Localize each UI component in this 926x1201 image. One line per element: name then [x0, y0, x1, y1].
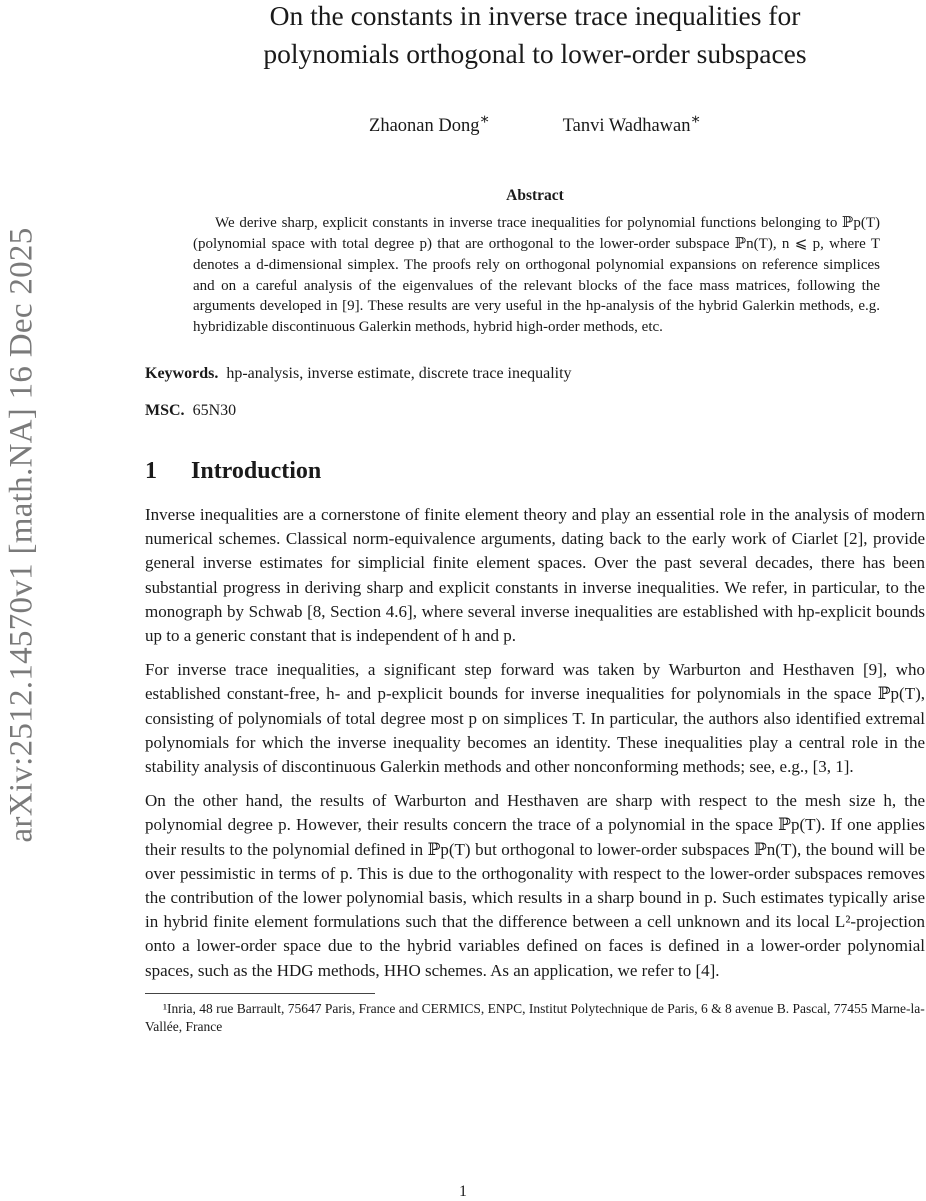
paper-page [145, 0, 925, 1036]
author-list [145, 110, 925, 137]
arxiv-identifier: arXiv:2512.14570v1 [math.NA] 16 Dec 2025 [3, 227, 40, 843]
section-number: 1 [145, 457, 157, 484]
title-line-2: polynomials orthogonal to lower-order subspaces [263, 38, 807, 69]
msc-label: MSC. [145, 401, 185, 419]
keywords [145, 365, 925, 383]
author-1-mark: ∗ [479, 111, 490, 128]
paragraph-2: For inverse trace inequalities, a significant step forward was taken by Warburton and Hesthaven [9], who established constant-free, h- and p-explicit bounds for inverse inequalities for polynomials in the space ℙp(T), consisting of polynomials of total degree most p on simplices T. In particular, the authors also identified extremal polynomials for which the inverse inequality becomes an identity. These inequalities play a central role in the stability analysis of discontinuous Galerkin methods and other nonconforming methods; see, e.g., [3, 1]. [145, 660, 925, 776]
section-title: Introduction [191, 457, 322, 484]
arxiv-sidebar [0, 175, 44, 895]
keywords-label: Keywords. [145, 364, 219, 382]
author-2 [562, 111, 701, 137]
abstract-text: We derive sharp, explicit constants in inverse trace inequalities for polynomial functions belonging to ℙp(T) (polynomial space with total degree p) that are orthogonal to the lower-order subspace ℙn(T), n ⩽ p, where T denotes a d-dimensional simplex. The proofs rely on orthogonal polynomial expansions on reference simplices and on a careful analysis of the eigenvalues of the relevant blocks of the face mass matrices, following the arguments developed in [9]. These results are very useful in the hp-analysis of the hybrid Galerkin methods, e.g. hybridizable discontinuous Galerkin methods, hybrid high-order methods, etc. [193, 215, 880, 336]
title-line-1: On the constants in inverse trace inequalities for [269, 0, 801, 31]
author-2-mark: ∗ [690, 111, 701, 128]
abstract-heading: Abstract [506, 187, 564, 205]
section-heading [145, 458, 925, 485]
msc-text: 65N30 [192, 401, 237, 419]
page-number: 1 [459, 1183, 467, 1200]
footnote-rule [145, 993, 375, 994]
author-2-name: Tanvi Wadhawan [562, 116, 691, 137]
msc [145, 402, 925, 420]
author-1-name: Zhaonan Dong [369, 116, 480, 137]
paper-title [145, 0, 925, 73]
paragraph-1: Inverse inequalities are a cornerstone of finite element theory and play an essential role in the analysis of modern numerical schemes. Classical norm-equivalence arguments, dating back to the early work of Ciarlet [2], provide general inverse estimates for simplicial finite element spaces. Over the past several decades, there has been substantial progress in deriving sharp and explicit constants in inverse inequalities. We refer, in particular, to the monograph by Schwab [8, Section 4.6], where several inverse inequalities are established with hp-explicit bounds up to a generic constant that is independent of h and p. [145, 504, 925, 645]
footnote: ¹Inria, 48 rue Barrault, 75647 Paris, France and CERMICS, ENPC, Institut Polytechnique de Paris, 6 & 8 avenue B. Pascal, 77455 Marne-la-Vallée, France [145, 1000, 925, 1034]
keywords-text: hp-analysis, inverse estimate, discrete trace inequality [226, 364, 572, 382]
author-1 [369, 111, 490, 137]
paragraph-3: On the other hand, the results of Warburton and Hesthaven are sharp with respect to the mesh size h, the polynomial degree p. However, their results concern the trace of a polynomial in the space ℙp(T). If one applies their results to the polynomial defined in ℙp(T) but orthogonal to lower-order subspaces ℙn(T), the bound will be over pessimistic in terms of p. This is due to the orthogonality with respect to the lower-order subspaces removes the contribution of the lower polynomial basis, which results in a sharp bound in p. Such estimates typically arise in hybrid finite element formulations such that the difference between a cell unknown and its local L²-projection onto a lower-order space due to the hybrid variables defined on faces is defined in a lower-order polynomial spaces, such as the HDG methods, HHO schemes. As an application, we refer to [4]. [145, 791, 925, 980]
